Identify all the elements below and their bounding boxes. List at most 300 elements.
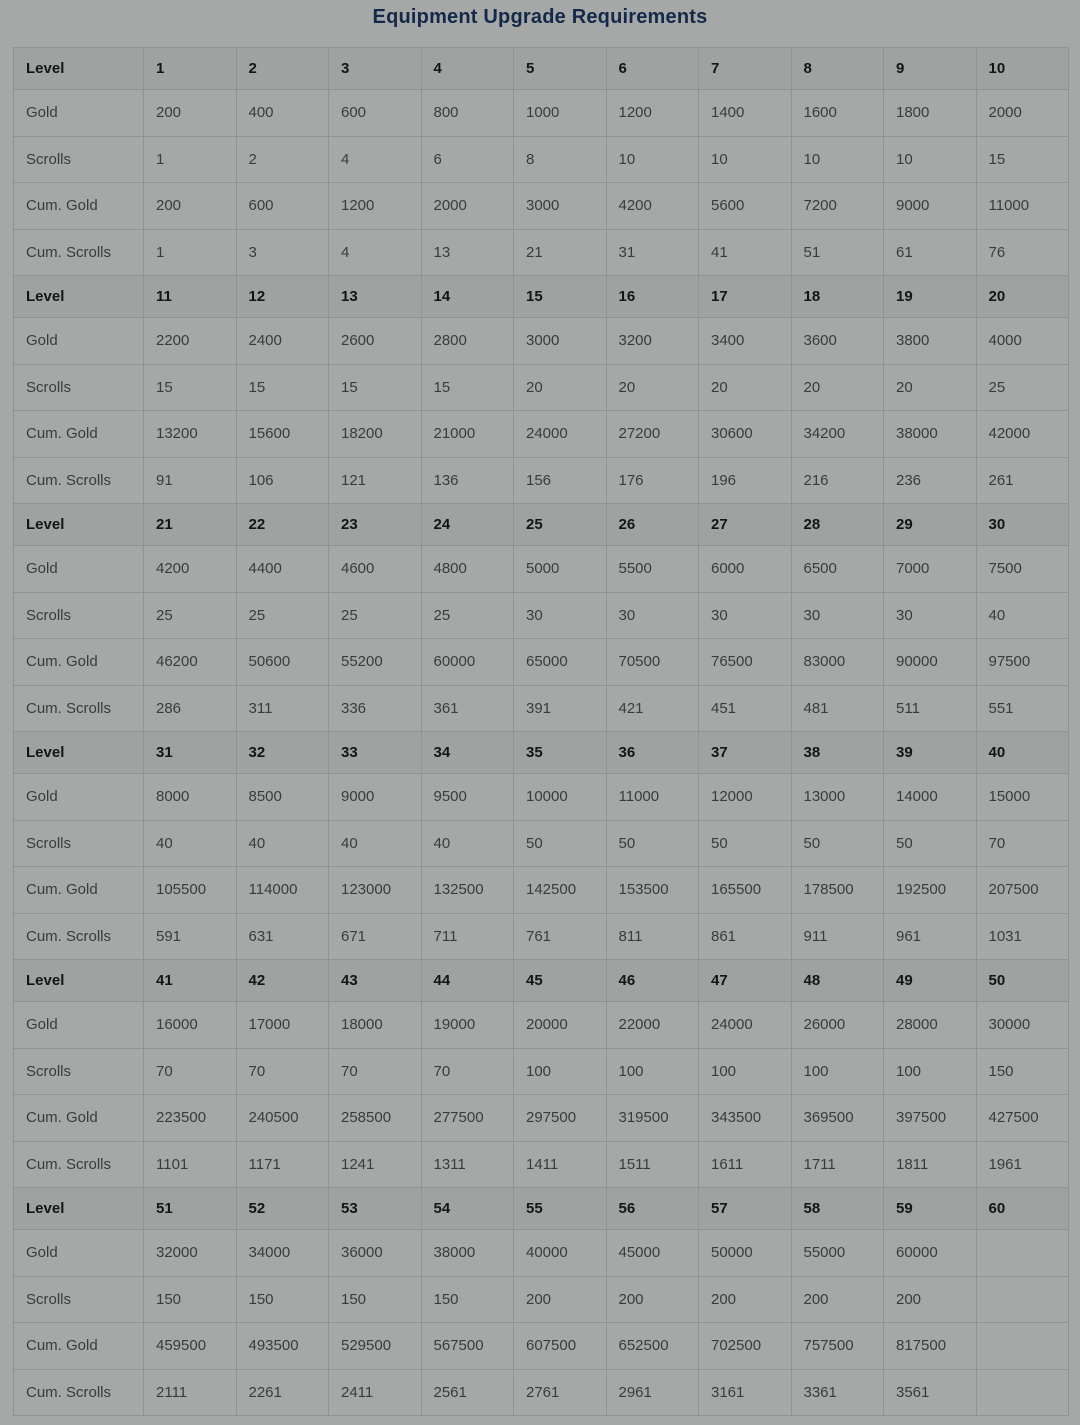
level-header-cell: 1: [144, 48, 237, 90]
table-cell: 493500: [236, 1323, 329, 1370]
row-label: Gold: [14, 318, 144, 365]
table-cell: 13: [421, 229, 514, 276]
table-cell: 150: [144, 1276, 237, 1323]
level-header-cell: 58: [791, 1188, 884, 1230]
table-cell: 70500: [606, 639, 699, 686]
table-cell: 20: [514, 364, 607, 411]
table-cell: 207500: [976, 867, 1069, 914]
row-label: Cum. Gold: [14, 1323, 144, 1370]
row-label: Level: [14, 1188, 144, 1230]
table-cell: 16000: [144, 1002, 237, 1049]
page-title: Equipment Upgrade Requirements: [372, 6, 708, 28]
cum-scrolls-row: [14, 1141, 1069, 1188]
table-cell: 15600: [236, 411, 329, 458]
row-label: Cum. Scrolls: [14, 229, 144, 276]
table-cell: 6500: [791, 546, 884, 593]
table-cell: 3161: [699, 1369, 792, 1416]
level-header-cell: 30: [976, 504, 1069, 546]
row-label: Gold: [14, 774, 144, 821]
table-cell: 31: [606, 229, 699, 276]
table-cell: 30: [514, 592, 607, 639]
table-cell: 2800: [421, 318, 514, 365]
table-cell: 50000: [699, 1230, 792, 1277]
table-cell: 1800: [884, 90, 977, 137]
table-cell: 21000: [421, 411, 514, 458]
table-cell: 391: [514, 685, 607, 732]
level-row: [14, 504, 1069, 546]
row-label: Level: [14, 732, 144, 774]
cum-gold-row: [14, 867, 1069, 914]
table-cell: [976, 1323, 1069, 1370]
level-header-cell: 26: [606, 504, 699, 546]
table-cell: 1: [144, 229, 237, 276]
table-cell: 336: [329, 685, 422, 732]
level-header-cell: 15: [514, 276, 607, 318]
row-label: Gold: [14, 1002, 144, 1049]
table-cell: 150: [976, 1048, 1069, 1095]
level-header-cell: 21: [144, 504, 237, 546]
table-cell: [976, 1369, 1069, 1416]
level-header-cell: 45: [514, 960, 607, 1002]
table-cell: 1171: [236, 1141, 329, 1188]
table-cell: 30: [699, 592, 792, 639]
table-cell: 3000: [514, 318, 607, 365]
cum-gold-row: [14, 1095, 1069, 1142]
row-label: Cum. Scrolls: [14, 1369, 144, 1416]
upgrade-requirements-table: [13, 47, 1069, 1416]
table-cell: 2761: [514, 1369, 607, 1416]
table-cell: 240500: [236, 1095, 329, 1142]
level-header-cell: 18: [791, 276, 884, 318]
level-header-cell: 19: [884, 276, 977, 318]
table-cell: 459500: [144, 1323, 237, 1370]
scrolls-row: [14, 1276, 1069, 1323]
table-cell: 10000: [514, 774, 607, 821]
table-cell: 25: [329, 592, 422, 639]
table-cell: 50: [514, 820, 607, 867]
level-header-cell: 13: [329, 276, 422, 318]
table-cell: 1: [144, 136, 237, 183]
table-cell: 55000: [791, 1230, 884, 1277]
table-cell: 50: [884, 820, 977, 867]
table-cell: 8500: [236, 774, 329, 821]
table-cell: 800: [421, 90, 514, 137]
table-cell: 861: [699, 913, 792, 960]
row-label: Gold: [14, 1230, 144, 1277]
table-cell: 14000: [884, 774, 977, 821]
cum-gold-row: [14, 1323, 1069, 1370]
level-header-cell: 39: [884, 732, 977, 774]
table-cell: 121: [329, 457, 422, 504]
scrolls-row: [14, 136, 1069, 183]
table-cell: 20: [884, 364, 977, 411]
table-cell: 10: [606, 136, 699, 183]
row-label: Cum. Gold: [14, 1095, 144, 1142]
table-cell: 451: [699, 685, 792, 732]
table-cell: 7500: [976, 546, 1069, 593]
level-header-cell: 23: [329, 504, 422, 546]
table-cell: 178500: [791, 867, 884, 914]
table-cell: 27200: [606, 411, 699, 458]
table-cell: 4800: [421, 546, 514, 593]
row-label: Cum. Scrolls: [14, 913, 144, 960]
table-cell: 2411: [329, 1369, 422, 1416]
table-cell: 46200: [144, 639, 237, 686]
table-cell: 60000: [421, 639, 514, 686]
table-cell: 297500: [514, 1095, 607, 1142]
table-cell: 24000: [699, 1002, 792, 1049]
table-cell: 200: [144, 183, 237, 230]
table-cell: 18000: [329, 1002, 422, 1049]
table-cell: 1600: [791, 90, 884, 137]
table-cell: 38000: [421, 1230, 514, 1277]
table-cell: 369500: [791, 1095, 884, 1142]
level-row: [14, 1188, 1069, 1230]
level-header-cell: 9: [884, 48, 977, 90]
cum-gold-row: [14, 411, 1069, 458]
table-cell: 961: [884, 913, 977, 960]
table-cell: 6: [421, 136, 514, 183]
level-header-cell: 52: [236, 1188, 329, 1230]
table-cell: 70: [976, 820, 1069, 867]
table-cell: 4200: [144, 546, 237, 593]
table-cell: 4400: [236, 546, 329, 593]
row-label: Scrolls: [14, 364, 144, 411]
table-cell: 200: [606, 1276, 699, 1323]
table-cell: 15: [976, 136, 1069, 183]
table-cell: 1101: [144, 1141, 237, 1188]
table-cell: 40: [236, 820, 329, 867]
level-header-cell: 24: [421, 504, 514, 546]
table-cell: 7000: [884, 546, 977, 593]
table-cell: 2111: [144, 1369, 237, 1416]
row-label: Level: [14, 48, 144, 90]
table-cell: 40000: [514, 1230, 607, 1277]
level-header-cell: 10: [976, 48, 1069, 90]
table-cell: 277500: [421, 1095, 514, 1142]
row-label: Scrolls: [14, 136, 144, 183]
scrolls-row: [14, 1048, 1069, 1095]
table-cell: 10: [884, 136, 977, 183]
table-cell: 150: [421, 1276, 514, 1323]
level-header-cell: 4: [421, 48, 514, 90]
table-cell: 150: [329, 1276, 422, 1323]
cum-scrolls-row: [14, 229, 1069, 276]
row-label: Level: [14, 276, 144, 318]
table-cell: 50: [699, 820, 792, 867]
level-header-cell: 31: [144, 732, 237, 774]
row-label: Cum. Scrolls: [14, 1141, 144, 1188]
table-cell: 8000: [144, 774, 237, 821]
row-label: Cum. Gold: [14, 411, 144, 458]
level-header-cell: 29: [884, 504, 977, 546]
table-cell: 811: [606, 913, 699, 960]
table-cell: 200: [144, 90, 237, 137]
level-header-cell: 5: [514, 48, 607, 90]
table-cell: 30: [884, 592, 977, 639]
table-cell: 258500: [329, 1095, 422, 1142]
level-header-cell: 54: [421, 1188, 514, 1230]
table-cell: 3361: [791, 1369, 884, 1416]
table-cell: 2200: [144, 318, 237, 365]
level-row: [14, 960, 1069, 1002]
table-cell: 65000: [514, 639, 607, 686]
table-cell: 51: [791, 229, 884, 276]
level-header-cell: 36: [606, 732, 699, 774]
cum-gold-row: [14, 639, 1069, 686]
table-cell: 50: [791, 820, 884, 867]
level-header-cell: 2: [236, 48, 329, 90]
table-cell: 25: [976, 364, 1069, 411]
table-cell: 25: [421, 592, 514, 639]
table-cell: 30000: [976, 1002, 1069, 1049]
table-cell: 26000: [791, 1002, 884, 1049]
table-cell: 19000: [421, 1002, 514, 1049]
table-cell: 18200: [329, 411, 422, 458]
scrolls-row: [14, 820, 1069, 867]
table-cell: 50: [606, 820, 699, 867]
table-cell: 4: [329, 229, 422, 276]
table-cell: 9000: [884, 183, 977, 230]
table-cell: 5000: [514, 546, 607, 593]
table-cell: 2600: [329, 318, 422, 365]
table-cell: 165500: [699, 867, 792, 914]
table-cell: 481: [791, 685, 884, 732]
table-cell: 123000: [329, 867, 422, 914]
level-header-cell: 53: [329, 1188, 422, 1230]
level-header-cell: 11: [144, 276, 237, 318]
table-cell: 196: [699, 457, 792, 504]
cum-scrolls-row: [14, 1369, 1069, 1416]
gold-row: [14, 1230, 1069, 1277]
table-cell: 9000: [329, 774, 422, 821]
table-cell: 114000: [236, 867, 329, 914]
table-cell: 15: [236, 364, 329, 411]
table-cell: 11000: [976, 183, 1069, 230]
table-cell: 600: [329, 90, 422, 137]
table-cell: 32000: [144, 1230, 237, 1277]
level-header-cell: 46: [606, 960, 699, 1002]
table-cell: 20000: [514, 1002, 607, 1049]
level-header-cell: 7: [699, 48, 792, 90]
row-label: Cum. Gold: [14, 183, 144, 230]
table-cell: 5600: [699, 183, 792, 230]
table-cell: 761: [514, 913, 607, 960]
level-header-cell: 22: [236, 504, 329, 546]
table-cell: 511: [884, 685, 977, 732]
table-cell: 1400: [699, 90, 792, 137]
table-cell: 711: [421, 913, 514, 960]
table-cell: 631: [236, 913, 329, 960]
table-cell: 607500: [514, 1323, 607, 1370]
table-cell: 60000: [884, 1230, 977, 1277]
table-cell: 6000: [699, 546, 792, 593]
table-cell: [976, 1230, 1069, 1277]
table-cell: 97500: [976, 639, 1069, 686]
gold-row: [14, 546, 1069, 593]
table-cell: 9500: [421, 774, 514, 821]
table-cell: 8: [514, 136, 607, 183]
row-label: Scrolls: [14, 1048, 144, 1095]
table-cell: 3200: [606, 318, 699, 365]
table-cell: 41: [699, 229, 792, 276]
table-cell: 7200: [791, 183, 884, 230]
table-cell: 2000: [421, 183, 514, 230]
table-cell: 1511: [606, 1141, 699, 1188]
table-cell: 1961: [976, 1141, 1069, 1188]
table-cell: 42000: [976, 411, 1069, 458]
table-cell: 15: [329, 364, 422, 411]
table-cell: 20: [791, 364, 884, 411]
row-label: Level: [14, 504, 144, 546]
table-cell: 361: [421, 685, 514, 732]
row-label: Scrolls: [14, 592, 144, 639]
row-label: Cum. Scrolls: [14, 457, 144, 504]
level-header-cell: 14: [421, 276, 514, 318]
table-cell: 286: [144, 685, 237, 732]
table-cell: 38000: [884, 411, 977, 458]
table-cell: 40: [144, 820, 237, 867]
table-cell: 216: [791, 457, 884, 504]
table-cell: 2400: [236, 318, 329, 365]
scrolls-row: [14, 364, 1069, 411]
table-cell: 1711: [791, 1141, 884, 1188]
table-body: [14, 48, 1069, 1416]
level-row: [14, 48, 1069, 90]
table-cell: 591: [144, 913, 237, 960]
table-cell: 4: [329, 136, 422, 183]
table-cell: 61: [884, 229, 977, 276]
table-cell: 142500: [514, 867, 607, 914]
level-header-cell: 37: [699, 732, 792, 774]
level-header-cell: 50: [976, 960, 1069, 1002]
table-cell: 15000: [976, 774, 1069, 821]
table-cell: 1200: [329, 183, 422, 230]
table-cell: 671: [329, 913, 422, 960]
table-cell: 1000: [514, 90, 607, 137]
table-cell: 2961: [606, 1369, 699, 1416]
table-cell: 22000: [606, 1002, 699, 1049]
table-cell: 70: [144, 1048, 237, 1095]
table-cell: 76500: [699, 639, 792, 686]
table-cell: 343500: [699, 1095, 792, 1142]
table-cell: 702500: [699, 1323, 792, 1370]
table-cell: 5500: [606, 546, 699, 593]
level-header-cell: 49: [884, 960, 977, 1002]
table-cell: 50600: [236, 639, 329, 686]
scrolls-row: [14, 592, 1069, 639]
table-cell: 4600: [329, 546, 422, 593]
table-cell: 150: [236, 1276, 329, 1323]
table-cell: 90000: [884, 639, 977, 686]
table-cell: 3: [236, 229, 329, 276]
table-cell: 25: [144, 592, 237, 639]
table-cell: 319500: [606, 1095, 699, 1142]
table-cell: 311: [236, 685, 329, 732]
level-header-cell: 6: [606, 48, 699, 90]
table-cell: 30: [791, 592, 884, 639]
table-cell: 100: [791, 1048, 884, 1095]
table-cell: 2000: [976, 90, 1069, 137]
table-cell: 132500: [421, 867, 514, 914]
level-header-cell: 12: [236, 276, 329, 318]
table-cell: 70: [236, 1048, 329, 1095]
level-header-cell: 27: [699, 504, 792, 546]
level-header-cell: 8: [791, 48, 884, 90]
table-cell: 200: [884, 1276, 977, 1323]
table-cell: 70: [329, 1048, 422, 1095]
gold-row: [14, 90, 1069, 137]
table-cell: 10: [699, 136, 792, 183]
table-cell: 236: [884, 457, 977, 504]
level-header-cell: 60: [976, 1188, 1069, 1230]
table-cell: 40: [976, 592, 1069, 639]
level-header-cell: 40: [976, 732, 1069, 774]
table-cell: 176: [606, 457, 699, 504]
table-cell: 397500: [884, 1095, 977, 1142]
table-cell: 83000: [791, 639, 884, 686]
table-cell: 4000: [976, 318, 1069, 365]
table-cell: 757500: [791, 1323, 884, 1370]
table-cell: 200: [699, 1276, 792, 1323]
row-label: Cum. Scrolls: [14, 685, 144, 732]
table-cell: 21: [514, 229, 607, 276]
table-cell: 551: [976, 685, 1069, 732]
table-cell: 223500: [144, 1095, 237, 1142]
level-header-cell: 28: [791, 504, 884, 546]
level-header-cell: 55: [514, 1188, 607, 1230]
table-cell: 261: [976, 457, 1069, 504]
table-cell: 34200: [791, 411, 884, 458]
table-cell: 421: [606, 685, 699, 732]
table-cell: 24000: [514, 411, 607, 458]
level-header-cell: 25: [514, 504, 607, 546]
table-cell: 529500: [329, 1323, 422, 1370]
table-cell: 20: [699, 364, 792, 411]
table-cell: 3600: [791, 318, 884, 365]
row-label: Cum. Gold: [14, 867, 144, 914]
cum-scrolls-row: [14, 457, 1069, 504]
table-cell: 200: [791, 1276, 884, 1323]
table-cell: 40: [329, 820, 422, 867]
level-header-cell: 48: [791, 960, 884, 1002]
table-cell: 91: [144, 457, 237, 504]
level-header-cell: 51: [144, 1188, 237, 1230]
level-header-cell: 32: [236, 732, 329, 774]
table-cell: 4200: [606, 183, 699, 230]
table-cell: 652500: [606, 1323, 699, 1370]
level-header-cell: 35: [514, 732, 607, 774]
table-cell: 106: [236, 457, 329, 504]
table-cell: 2561: [421, 1369, 514, 1416]
level-header-cell: 47: [699, 960, 792, 1002]
level-header-cell: 17: [699, 276, 792, 318]
level-header-cell: 34: [421, 732, 514, 774]
cum-gold-row: [14, 183, 1069, 230]
table-cell: 36000: [329, 1230, 422, 1277]
table-cell: 3561: [884, 1369, 977, 1416]
table-cell: 100: [699, 1048, 792, 1095]
table-cell: 12000: [699, 774, 792, 821]
table-cell: 1411: [514, 1141, 607, 1188]
table-cell: 100: [884, 1048, 977, 1095]
row-label: Cum. Gold: [14, 639, 144, 686]
table-cell: 567500: [421, 1323, 514, 1370]
table-cell: 11000: [606, 774, 699, 821]
table-cell: 34000: [236, 1230, 329, 1277]
level-header-cell: 41: [144, 960, 237, 1002]
table-cell: 156: [514, 457, 607, 504]
